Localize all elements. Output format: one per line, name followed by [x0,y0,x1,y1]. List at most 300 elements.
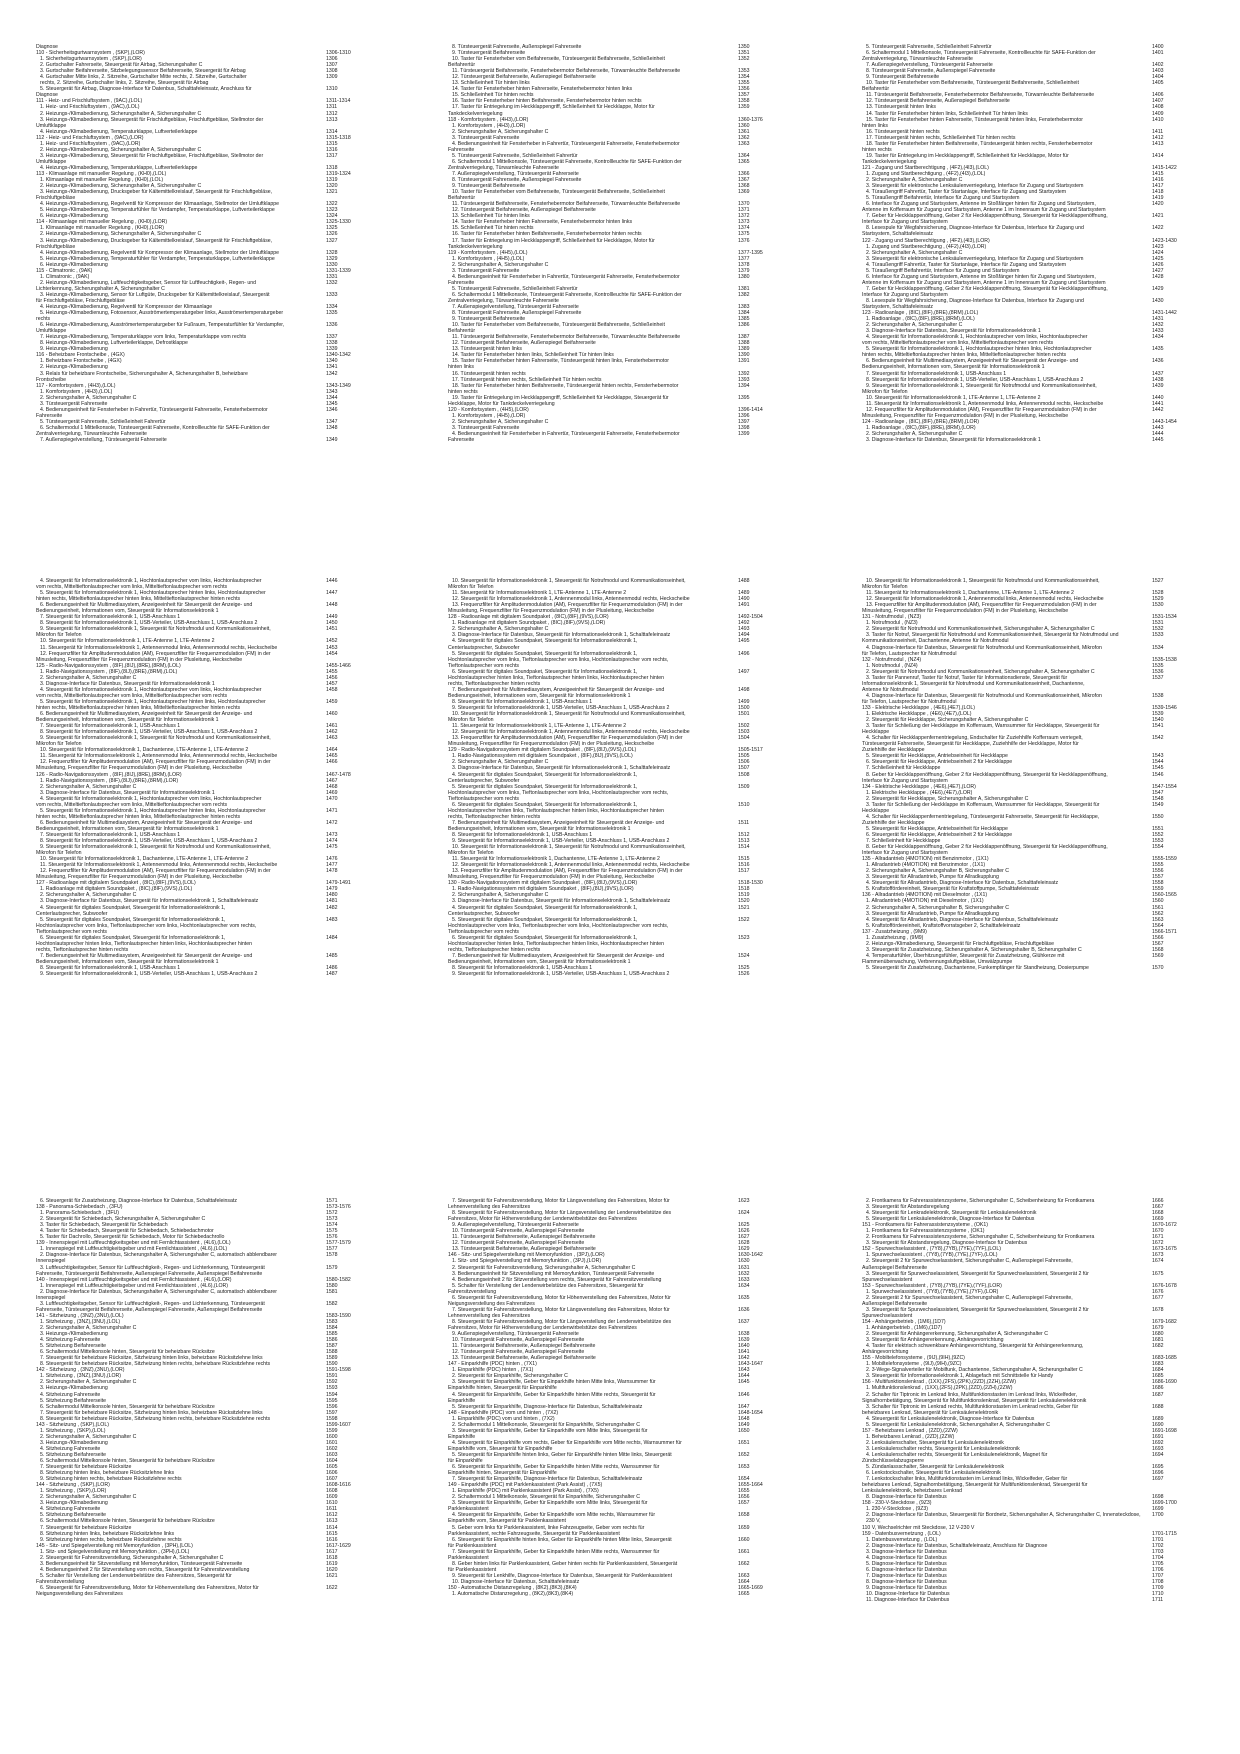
entry-page-ref: 1628 [738,1240,750,1247]
entry-title: 6. Bedienungseinheit für Multimediasystem, Anzeigeeinheit für Steuergerät der Anzeige- und [40,602,253,609]
entry-title: Parklenkassistent [448,1506,489,1513]
entry-page-ref: 1697 [1152,1476,1164,1483]
entry-page-ref: 1553 [1152,838,1164,845]
entry-title: 1. Radioanlage mit digitalem Soundpaket , (8IC),(8IF),(9VS),(LOR) [452,620,606,627]
entry-title: 11. Steuergerät für Informationselektronik 1, Antennenmodul links, Antennenmodul rechts, Heckscheibe [40,644,278,651]
entry-page-ref: 1694 [1152,1451,1164,1458]
entry-title: Bedienungseinheit, Informationen vom, Steuergerät für Informationselektronik 1 [36,825,219,832]
entry-page-ref: 1473 [326,831,338,838]
entry-title: 7. Steuergerät für beheizbare Rücksitze, Sitzheizung hinten links, beheizbare Rücksitzlehne links [40,1409,263,1416]
entry-page-ref: 1705 [1152,1560,1164,1567]
entry-page-ref: 1586 [326,1337,338,1344]
entry-title: 4. Heizungs-/Klimabedienung, Temperaturklappe, Luftverteilerklappe [40,164,198,171]
entry-page-ref: 1413 [1152,140,1164,147]
entry-title: 8. Steuergerät für Fahrersitzverstellung, Motor für Längsverstellung der Lendenwirbelstütze des [452,1210,672,1217]
entry-page-ref: 1514 [738,844,750,851]
entry-page-ref: 1580 [326,1282,338,1289]
entry-page-ref: 1348 [326,424,338,431]
entry-page-ref: 1426 [1152,261,1164,268]
entry-title: 7. Heizungs-/Klimabedienung, Temperaturklappe vom links, Temperaturklappe vom rechts [40,334,247,341]
entry-title: 7. Bedienungseinheit für Multimediasystem, Anzeigeeinheit für Steuergerät der Anzeige- und [452,952,665,959]
entry-title: 6. Steuergerät für Einparkhilfe, Geber für Einparkhilfe hinten Mitte rechts, Warnsummer für [452,1464,660,1471]
entry-page-ref: 1410 [1152,116,1164,123]
entry-page-ref: 1314 [326,128,338,135]
entry-page-ref: 1389 [738,346,750,353]
entry-page-ref: 1459 [326,698,338,705]
entry-title: 5. Steuergerät für Informationselektronik 1, Hochtonlautsprecher hinten links, Hochtonlautsprecher [866,346,1092,353]
entry-title: vom rechts, Mitteltieftonlautsprecher vom links, Mitteltieftonlautsprecher vom rechts [36,584,228,591]
entry-title: Interface für Zugang und Startsystem [862,850,948,857]
entry-title: 125 - Radio-Navigationssystem , (8IF),(8IJ),(8RE),(8RM),(LOL) [36,662,181,669]
entry-page-ref: 1492 [738,620,750,627]
entry-page-ref: 1684 [1152,1367,1164,1374]
entry-title: 156 - Multifunktionslenkrad , (1XX),(2FS),(2PK),(2ZD),(2ZH),(2ZW) [862,1379,1016,1386]
entry-page-ref: 1306 [326,56,338,63]
entry-page-ref: 1567 [1152,940,1164,947]
entry-page-ref: 1341 [326,364,338,371]
entry-title: Tieftonlautsprecher vom rechts [448,662,520,669]
entry-title: 1. Heiz- und Frischluftsystem , (9AC),(LOR) [40,140,141,147]
entry-title: 1. Komfortsystem , (4H3),(LOL) [40,388,113,395]
entry-page-ref: 1434 [1152,334,1164,341]
entry-title: 10. Steuergerät für Informationselektronik 1, Steuergerät für Notrufmodul und Kommunikationseinheit, [452,711,686,718]
entry-title: 3. Steuergerät für Spurwechselassistent, Steuergerät für Spurwechselassistent, Steuergerät 2 für [866,1270,1089,1277]
entry-page-ref: 1512 [738,831,750,838]
entry-page-ref: 1424 [1152,249,1164,256]
entry-title: Minusleitung, Frequenzfilter für Frequenzmodulation (FM) in der Plusleitung, Heckscheibe [448,874,655,881]
entry-title: 2. Lenksäulenschalter, Steuergerät für Lenksäulenelektronik [866,1439,1004,1446]
entry-page-ref: 1691-1698 [1152,1427,1177,1434]
entry-title: beheizbares Lenkrad, Signalhornbetätigung, Steuergerät für Multifunktionslenkrad, Steuergerät für [862,1482,1088,1489]
entry-title: 4. Steuergerät für Informationselektronik 1, Hochtonlautsprecher vom links, Hochtonlautsprecher [40,578,262,584]
entry-page-ref: 1443 [1152,424,1164,431]
entry-title: 4. Diagnose-Interface für Datenbus, Steuergerät für Notrufmodul und Kommunikationseinheit, Mikrofon [866,644,1102,651]
entry-title: Beifahrertür [448,62,476,69]
entry-page-ref: 1447 [326,590,338,597]
entry-title: 10. Steuergerät für Informationselektronik 1, Dachantenne, LTE-Antenne 1, LTE-Antenne 2 [40,747,249,754]
entry-title: 2. Sicherungshalter A, Sicherungshalter C [452,892,549,899]
entry-page-ref: 1485 [326,952,338,959]
entry-page-ref: 1385 [738,316,750,323]
entry-title: Lehnenverstellung des Fahrersitzes [448,1312,531,1319]
entry-page-ref: 1479-1491 [326,880,351,887]
entry-title: 2. Sicherungshalter A, Sicherungshalter B, Sicherungshalter C [866,868,1010,875]
entry-title: 6. Heizungs-/Klimabedienung [40,213,108,220]
entry-page-ref: 1609 [326,1494,338,1501]
entry-page-ref: 1414 [1152,152,1164,159]
index-column [448,1198,778,1597]
entry-page-ref: 1380 [738,273,750,280]
entry-title: 1. Radio-Navigationssystem , (8IF),(8IJ),(8RE),(8RM),(LOL) [40,668,178,675]
entry-title: 2. Sicherungshalter A, Sicherungshalter C [40,394,137,401]
entry-page-ref: 1439 [1152,382,1164,389]
entry-page-ref: 1531-1534 [1152,614,1177,621]
entry-page-ref: 1427 [1152,267,1164,274]
entry-title: 3. Taster für Notruf, Steuergerät für Notrufmodul und Kommunikationseinheit, Steuergerät für Notrufmodul und [866,632,1119,639]
entry-title: 3. Heizungs-/Klimabedienung, Steuergerät für Frischluftgebläse, Frischluftgebläse, Stellmotor der [40,116,264,123]
entry-title: 142 - Sitzheizung , (3NZ),(3NU),(LOR) [36,1367,125,1374]
entry-page-ref: 1691 [1152,1433,1164,1440]
entry-page-ref: 1334 [326,304,338,311]
entry-title: 152 - Spurwechselassistent , (7Y8),(7YB),(7YE),(7YF),(LOL) [862,1246,1001,1253]
entry-page-ref: 1312 [326,110,338,117]
entry-page-ref: 1535 [1152,662,1164,669]
index-column [448,44,778,443]
entry-title: 3. Heizungs-/Klimabedienung, Drucksgeber für Kältemittelkreislauf, Steuergerät für Frischluftgebläse, [40,237,273,244]
entry-title: 1. Panorama-Schiebedach , (3FU) [40,1210,120,1217]
entry-title: 1. Radio-Navigationssystem mit digitalem Soundpaket , (8IF),(8IJ),(9VS),(LOL) [452,753,633,760]
entry-title: 12. Frequenzfilter für Amplitudenmodulation (AM), Frequenzfilter für Frequenzmodulation (FM) in der [40,759,271,766]
index-entry [862,965,1192,971]
entry-title: 6. Steuergerät für digitales Soundpaket, Steuergerät für Informationselektronik 1, [452,934,638,941]
entry-title: Anhängevorrichtung [862,1349,909,1356]
entry-title: Fahrerseite [36,412,63,419]
entry-page-ref: 1422 [1152,225,1164,232]
entry-title: 3. Diagnose-Interface für Datenbus, Steuergerät für Informationselektronik 1 [40,789,215,796]
entry-page-ref: 1451 [326,626,338,633]
entry-title: 4. Türaußengriff Fahrertür, Taster für Startanlage, Interface für Zugang und Startsystem [866,261,1067,268]
entry-page-ref: 1672 [1152,1240,1164,1247]
entry-page-ref: 1462 [326,729,338,736]
entry-page-ref: 1353 [738,68,750,75]
entry-page-ref: 1577-1579 [326,1240,351,1247]
entry-title: Zuziehhilfe der Heckklappe [862,747,925,754]
entry-page-ref: 1699 [1152,1506,1164,1513]
entry-title: 8. Geber für Heckklappenöffnung, Geber 2 für Heckklappenöffnung, Steuergerät für Heckklappenöffnung, [866,771,1108,778]
entry-title: 4. Sitzheizung Fahrerseite [40,1337,101,1344]
entry-page-ref: 1370 [738,201,750,208]
entry-title: 127 - Radioanlage mit digitalem Soundpaket , (8IC),(8IF),(9VS),(LOL) [36,880,196,887]
entry-title: 2. Sicherungshalter A, Sicherungshalter C [452,128,549,135]
entry-title: 2. Schalter für Tiptronic im Lenkrad links, Multifunktionstasten im Lenkrad links, Wickelfeder, [866,1391,1078,1398]
entry-title: Minusleitung, Frequenzfilter für Frequenzmodulation (FM) in der Plusleitung, Heckscheibe [862,608,1069,615]
entry-title: 153 - Spurwechselassistent , (7Y8),(7YB),(7YE),(7YF),(LOR) [862,1282,1002,1289]
entry-page-ref: 1320 [326,183,338,190]
entry-title: Türsteuergerät Fahrerseite, Steuergerät für Heckklappe, Zuziehhilfe der Heckklappe, Motor für [862,741,1079,748]
entry-page-ref: 1538 [1152,692,1164,699]
entry-page-ref: 1467-1478 [326,771,351,778]
entry-title: 6. Steuergerät für Heckklappe, Antriebseinheit 2 für Heckklappe [866,759,1013,766]
entry-title: 1. Sitzheizung , (SKP),(LOL) [40,1427,106,1434]
entry-page-ref: 1665-1669 [738,1585,763,1591]
entry-title: 2. Sicherungshalter A, Sicherungshalter C [40,783,137,790]
entry-page-ref: 1455-1466 [326,662,351,669]
entry-title: 14. Taster für Fensterheber hinten Fahrerseite, Fensterhebermotor hinten links [452,86,633,93]
entry-page-ref: 1415-1422 [1152,164,1177,171]
entry-page-ref: 1635 [738,1294,750,1301]
entry-title: 11. Steuergerät für Informationselektronik 1, LTE-Antenne 1, LTE-Antenne 2 [452,590,627,597]
entry-page-ref: 1498 [738,686,750,693]
entry-title: 1. Sitz- und Spiegelverstellung mit Memoryfunktion , (3PJ),(LOR) [452,1258,602,1265]
entry-title: 15. Schließeinheit Tür hinten rechts [452,225,534,232]
entry-page-ref: 1311-1314 [326,98,351,105]
entry-title: Startsystem, Schalttafeleinsatz [862,304,933,311]
entry-page-ref: 1646 [738,1391,750,1398]
entry-title: 13. Schließeinheit Tür hinten links [452,80,530,87]
entry-page-ref: 1431 [1152,316,1164,323]
entry-title: 1. Sitzheizung , (SKP),(LOR) [40,1488,107,1495]
entry-page-ref: 1486 [326,965,338,971]
entry-title: 1. Zusatzheizung , (9M9) [866,934,924,941]
entry-page-ref: 1496 [738,650,750,657]
entry-page-ref: 1494 [738,632,750,639]
entry-title: 7. Lenkstockschalter links, Multifunktionstasten im Lenkrad links, Wickelfeder, Geber für [866,1476,1068,1483]
entry-page-ref: 1489 [738,590,750,597]
entry-title: 3. Diagnose-Interface für Datenbus, Steuergerät für Informationselektronik 1 [40,680,215,687]
entry-title: 147 - Einparkhilfe (PDC) hinten , (7X1) [448,1361,537,1368]
entry-title: 5. Geber vom links für Parklenkassistent, linke Fahrzeugseite, Geber vom rechts für [452,1524,645,1531]
entry-title: 4. Bedienungseinheit für Fensterheber in Fahrertür, Türsteuergerät Fahrerseite, Fensterhebermotor [40,406,268,413]
entry-page-ref: 1360-1376 [738,116,763,123]
index-column [862,44,1192,443]
entry-page-ref: 1306-1310 [326,50,351,57]
entry-page-ref: 1637 [738,1318,750,1325]
entry-title: 1. Notrufmodul , (NZ3) [866,620,918,627]
entry-title: rechts, Tieftonlautsprecher hinten rechts [448,680,541,687]
entry-title: 1. Komfortsystem , (4H5),(LOL) [452,255,525,262]
entry-title: 1. Beheizbare Frontscheibe , (4GX) [40,358,122,365]
entry-page-ref: 1649 [738,1421,750,1428]
entry-page-ref: 1337 [326,334,338,341]
entry-page-ref: 1676 [1152,1288,1164,1295]
entry-title: 2. Heizungs-/Klimabedienung, Sicherungshalter A, Sicherungshalter C [40,231,202,238]
entry-title: vom rechts, Mitteltieftonlautsprecher vom links, Mitteltieftonlautsprecher vom rechts [36,692,228,699]
entry-title: 15. Taster für Fensterheber hinten Fahrerseite, Türsteuergerät hinten links, Fensterhebermotor [452,358,669,365]
entry-page-ref: 1676-1678 [1152,1282,1177,1289]
entry-title: 111 - Heiz- und Frischluftsystem , (9AC),(LOL) [36,98,143,105]
entry-title: 16. Türsteuergerät hinten rechts [866,128,940,135]
entry-title: 3. Diagnose-Interface für Datenbus, Steuergerät für Informationselektronik 1 [866,437,1041,444]
entry-title: 1. Zugang und Startberechtigung , (4F2),(4I3),(LOL) [866,170,986,177]
entry-page-ref: 1587 [326,1343,338,1350]
index-column [448,578,778,977]
entry-title: 4. Bedienungseinheit für Fensterheber in Fahrertür, Türsteuergerät Fahrerseite, Fensterhebermotor [452,431,680,437]
entry-title: 12. Frequenzfilter für Amplitudenmodulation (AM), Frequenzfilter für Frequenzmodulation (FM) in der [866,406,1097,413]
entry-title: 1. 230-V-Steckdose , (9Z3) [866,1506,928,1513]
entry-page-ref: 1357 [738,92,750,99]
entry-title: Fahrerseite [448,146,475,153]
entry-page-ref: 1518 [738,886,750,893]
entry-title: Zuziehhilfe der Heckklappe [862,819,925,826]
entry-page-ref: 1358 [738,98,750,105]
entry-title: Diagnose [36,44,58,50]
entry-page-ref: 1602 [326,1445,338,1452]
entry-title: Fahrersitzes, Motor für Höhenverstellung der Lendenwirbelstütze des Fahrersitzes [448,1324,637,1331]
entry-title: Tankdeckelverriegelung [448,243,503,250]
entry-page-ref: 1472 [326,819,338,826]
entry-page-ref: 1526 [738,971,750,978]
entry-title: Heckklappe [862,807,890,814]
entry-page-ref: 1365 [738,158,750,165]
entry-title: Parklenkassistent, rechte Fahrzeugseite, Steuergerät für Parklenkassistent [448,1530,620,1537]
entry-title: 7. Schließeinheit für Heckklappe [866,838,941,845]
entry-title: 12. Steuergerät für Informationselektronik 1, Antennenmodul links, Antennenmodul rechts, Heckscheibe [866,596,1104,603]
entry-title: hinten links [448,364,474,371]
entry-title: 148 - Einparkhilfe (PDC) vom und hinten , (7X2) [448,1409,559,1416]
entry-page-ref: 1329 [326,255,338,262]
entry-title: 7. Bedienungseinheit für Multimediasystem, Anzeigeeinheit für Steuergerät der Anzeige- und [452,819,665,826]
entry-page-ref: 1537 [1152,674,1164,681]
entry-title: 129 - Radio-Navigationssystem mit digitalem Soundpaket , (8IF),(8IJ),(9VS),(LOL) [448,747,637,754]
entry-page-ref: 1569 [1152,952,1164,959]
entry-title: 2. Sicherungshalter A, Sicherungshalter C [866,249,963,256]
entry-title: Fahrerseite, Türsteuergerät Beifahrerseite, Außenspiegel Fahrerseite, Außenspiegel Beifahrerseite [36,1270,263,1277]
entry-page-ref: 1323 [326,207,338,214]
entry-title: 3. Diagnose-Interface für Datenbus [866,1548,947,1555]
entry-title: 10. Taster für Fensterheber vom Beifahrerseite, Türsteuergerät Beifahrerseite, Schließeinheit [452,322,665,329]
entry-page-ref: 1479 [326,886,338,893]
entry-title: hinten rechts, Mitteltieftonlautsprecher hinten links, Mitteltieftonlautsprecher hinten rechts [36,813,241,820]
entry-page-ref: 1590 [326,1361,338,1368]
entry-page-ref: 1680 [1152,1331,1164,1338]
entry-title: 7. Steuergerät für Fahrersitzverstellung, Motor für Längsverstellung des Fahrersitzes, Motor für [452,1198,670,1204]
entry-title: 5. Diagnose-Interface für Datenbus [866,1560,947,1567]
entry-page-ref: 1657 [738,1500,750,1507]
entry-title: 10. Taster für Fensterheber vom Beifahrerseite, Türsteuergerät Beifahrerseite, Schließeinheit [452,189,665,196]
entry-page-ref: 1663 [738,1572,750,1579]
entry-title: 131 - Notrufmodul , (NZ3) [862,614,922,621]
entry-page-ref: 1475 [326,844,338,851]
entry-page-ref: 1318 [326,164,338,171]
entry-title: rechts, Tieftonlautsprecher hinten rechts [448,946,541,953]
entry-page-ref: 1608 [326,1488,338,1495]
entry-page-ref: 1482 [326,904,338,911]
entry-title: 1. Radioanlage , (8IC),(8IF),(8RE),(8RM),(LOR) [866,424,976,431]
entry-title: 3. Relais für beheizbare Frontscheibe, Sicherungshalter A, Sicherungshalter B, beheizbare [40,370,248,377]
index-entry [862,437,1192,443]
entry-title: 6. Lenkstockschalter, Steuergerät für Lenksäulenelektronik [866,1470,1001,1477]
entry-page-ref: 1460 [326,711,338,718]
entry-page-ref: 1322 [326,201,338,208]
entry-page-ref: 1574 [326,1222,338,1229]
entry-title: 3. Steuergerät für Einparkhilfe, Geber für Einparkhilfe vom Mitte links, Steuergerät für [452,1427,648,1434]
entry-title: 9. Türsteuergerät Beifahrerseite [452,316,526,323]
entry-title: 1. Spurwechselassistent , (7Y8),(7YB),(7YE),(7YF),(LOL) [866,1252,998,1259]
entry-title: 151 - Frontkamera für Fahrerassistenzsysteme , (OK1) [862,1222,988,1229]
entry-page-ref: 1509 [738,783,750,790]
entry-page-ref: 1555 [1152,862,1164,869]
entry-page-ref: 1519 [738,892,750,899]
entry-title: 13. Frequenzfilter für Amplitudenmodulation (AM), Frequenzfilter für Frequenzmodulation (FM) in der [452,868,683,875]
entry-title: Tankdeckelverriegelung [862,158,917,165]
entry-title: 4. Taster für elektrisch schwenkbare Anhängevorrichtung, Steuergerät für Anhängererkennung, [866,1343,1084,1350]
entry-title: 6. Schaltermodul Mittelkonsole hinten, Steuergerät für beheizbare Rücksitze [40,1403,215,1410]
entry-page-ref: 1573-1576 [326,1204,351,1211]
entry-title: 1. Innenspiegel mit Luftfeuchtigkeitsgeber und mit Fernlichtassistent , (4L6),(LOR) [40,1282,228,1289]
entry-title: 6. Interface für Zugang und Startsystem, Antenne im Stoßfänger hinten für Zugang und Startsystem, [866,273,1096,280]
entry-page-ref: 1335 [326,310,338,317]
entry-title: 140 - Innenspiegel mit Luftfeuchtigkeitsgeber und mit Fernlichtassistent , (4L6),(LOR) [36,1276,232,1283]
entry-page-ref: 1605 [326,1464,338,1471]
entry-page-ref: 1544 [1152,759,1164,766]
entry-title: Beifahrertür [448,195,476,202]
entry-title: 5. Kraftstoffördereinheit, Kraftstoffvorratsgeber 2, Schalttafeleinsatz [866,922,1021,929]
entry-title: Umluftklappe [36,328,67,335]
entry-page-ref: 1386 [738,322,750,329]
entry-page-ref: 1591 [326,1373,338,1380]
entry-page-ref: 1444 [1152,431,1164,437]
entry-title: Hochtonlautsprecher hinten links, Tieftonlautsprecher hinten links, Hochtonlautsprecher hinten [36,940,252,947]
entry-title: 4. Diagnose-Interface für Datenbus, Steuergerät für Notrufmodul und Kommunikationseinheit, Mikrofon [866,692,1102,699]
entry-page-ref: 1388 [738,340,750,347]
entry-page-ref: 1679 [1152,1324,1164,1331]
entry-page-ref: 1578 [326,1252,338,1259]
entry-title: 6. Bedienungseinheit für Multimediasystem, Anzeigeeinheit für Steuergerät der Anzeige- und [866,358,1079,365]
entry-title: Centerlautsprecher, Subwoofer [448,910,520,917]
entry-title: 8. Steuergerät für Informationselektronik 1, USB-Anschluss 1 [452,831,593,838]
entry-page-ref: 1616 [326,1536,338,1543]
entry-page-ref: 1689 [1152,1415,1164,1422]
entry-page-ref: 1376 [738,237,750,244]
entry-title: 135 - Allradantrieb (4MOTION) mit Benzinmotor , (1X1) [862,856,989,863]
entry-title: 5. Steuergerät für Einparkhilfe, Diagnose-Interface für Datenbus, Schalttafeleinsatz [452,1403,643,1410]
entry-title: 128 - Radioanlage mit digitalem Soundpaket , (8IC),(8IF),(9VS),(LOR) [448,614,609,621]
entry-title: 6. Heizungs-/Klimabedienung, Ausströmertemperaturgeber für Fußraum, Temperaturfühler für Verdampfer, [40,322,285,329]
entry-page-ref: 1554 [1152,844,1164,851]
entry-page-ref: 1379 [738,267,750,274]
entry-page-ref: 1343-1349 [326,382,351,389]
entry-title: Tankdeckelverriegelung [448,110,503,117]
entry-page-ref: 1535-1538 [1152,656,1177,663]
entry-page-ref: 1700 [1152,1512,1164,1519]
entry-page-ref: 1324 [326,213,338,220]
entry-page-ref: 1415 [1152,170,1164,177]
entry-page-ref: 1644 [738,1373,750,1380]
entry-page-ref: 1352 [738,56,750,63]
entry-page-ref: 1643-1647 [738,1361,763,1368]
entry-title: Zentralverriegelung, Türwarnleuchte Fahrerseite [448,164,559,171]
entry-page-ref: 1491 [738,602,750,609]
entry-title: hinten rechts, Mitteltieftonlautsprecher hinten links, Mitteltieftonlautsprecher hinten rechts [36,704,241,711]
entry-page-ref: 1619 [326,1560,338,1567]
entry-title: 2. Diagnose-Interface für Datenbus, Steuergerät für Bordnetz, Sicherungshalter A, Sicherungshalter C, Innensteckdose, 230 V, [866,1512,1141,1525]
entry-page-ref: 1340-1342 [326,352,351,359]
entry-title: 3. Diagnose-Interface für Datenbus, Steuergerät für Informationselektronik 1, Schalttafeleinsatz [40,898,259,905]
entry-title: Mikrofon für Telefon [36,741,82,748]
entry-title: Einparkhilfe hinten, Steuergerät für Einparkhilfe [448,1470,557,1477]
entry-title: 3. Steuergerät für elektronische Lenksäulenverriegelung, Interface für Zugang und Startsystem [866,255,1084,262]
entry-page-ref: 1350 [738,44,750,50]
entry-title: 3. Steuergerät für Allradantrieb, Pumpe für Allradkupplung [866,910,999,917]
entry-title: 1. Anhängerbetrieb , (1M6),(1D7) [866,1324,943,1331]
entry-page-ref: 1411 [1152,128,1164,135]
entry-page-ref: 1502 [738,723,750,730]
entry-page-ref: 1393 [738,376,750,383]
entry-title: 2. Steuergerät für Notrufmodul und Kommunikationseinheit, Sicherungshalter A, Sicherungshalter C [866,668,1095,675]
entry-page-ref: 1346 [326,406,338,413]
entry-title: 1. Beheizbares Lenkrad , (2ZD),(2ZW) [866,1433,955,1440]
entry-title: 3. Luftfeuchtigkeitsgeber, Sensor für Luftfeuchtigkeit-, Regen- und Lichterkennung, Türsteuergerät [40,1300,265,1307]
entry-title: Hochtonlautsprecher vorn links, Tieftonlautsprecher vom links, Hochtonlautsprecher vom rechts, [36,922,257,929]
entry-page-ref: 1595 [326,1397,338,1404]
entry-page-ref: 1511 [738,819,750,826]
entry-page-ref: 1505-1517 [738,747,763,754]
entry-page-ref: 1551 [1152,825,1164,832]
entry-page-ref: 1417 [1152,183,1164,190]
entry-title: Fahrersitzes, Motor für Höhenverstellung der Lendenwirbelstütze des Fahrersitzes [448,1216,637,1223]
entry-page-ref: 1455 [326,668,338,675]
entry-page-ref: 1630-1642 [738,1252,763,1259]
entry-page-ref: 1399 [738,431,750,437]
entry-title: Bedienungseinheit, Informationen vom, Steuergerät für Informationselektronik 1 [448,958,631,965]
entry-page-ref: 1463 [326,735,338,742]
entry-page-ref: 1499 [738,698,750,705]
entry-title: 3. Taster für Schiebedach, Steuergerät für Schiebedach [40,1222,168,1229]
entry-title: 4. Steuergerät für Einparkhilfe, Geber für Einparkhilfe hinten Mitte rechts, Steuergerät für [452,1391,656,1398]
entry-title: 112 - Heiz- und Frischluftsystem , (9AC),(LOR) [36,134,144,141]
entry-title: Hochtonlautsprecher hinten links, Tieftonlautsprecher hinten links, Hochtonlautsprecher hinten [448,807,664,814]
entry-title: Mikrofon für Telefon [448,584,494,591]
